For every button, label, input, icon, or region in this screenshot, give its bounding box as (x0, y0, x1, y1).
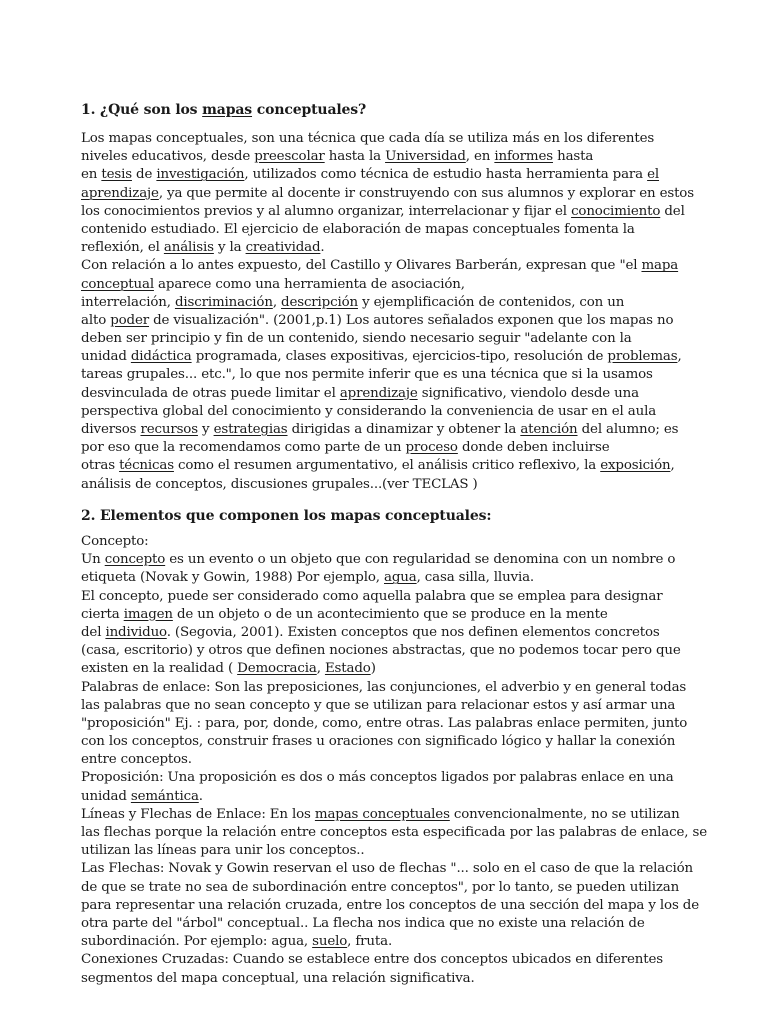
text-segment: , (670, 458, 675, 474)
text-line (81, 660, 681, 678)
link-agua[interactable]: agua (384, 570, 417, 586)
text-line (81, 166, 681, 184)
text-segment: otra parte del "árbol" conceptual.. La flecha nos indica que no existe una relación de (81, 915, 645, 931)
text-line (81, 239, 681, 257)
text-segment: convencionalmente, no se utilizan (449, 806, 680, 822)
text-line (81, 421, 681, 439)
text-segment: en (81, 167, 102, 183)
text-line (81, 385, 681, 403)
text-segment: existen en la realidad ( (81, 661, 238, 677)
link-analisis[interactable]: análisis (163, 240, 214, 256)
text-line (81, 257, 681, 275)
text-segment: las palabras que no sean concepto y que se utilizan para relacionar estos y así armar una (81, 697, 676, 713)
text-segment: las flechas porque la relación entre conceptos esta especificada por las palabras de enlace, se (81, 825, 707, 840)
text-line (81, 276, 681, 294)
text-segment: donde deben incluirse (457, 440, 610, 456)
text-segment: . (Segovia, 2001). Existen conceptos que nos definen elementos concretos (166, 624, 660, 640)
link-suelo[interactable]: suelo (312, 934, 348, 950)
link-concepto[interactable]: concepto (104, 552, 166, 568)
text-line (81, 569, 681, 587)
text-segment: de visualización". (2001,p.1) Los autores señalados exponen que los mapas no (149, 312, 674, 328)
text-segment: Líneas y Flechas de Enlace: En los (81, 806, 315, 822)
text-segment: ) (370, 661, 376, 677)
link-descripcion[interactable]: descripción (281, 294, 358, 310)
text-segment: aparece como una herramienta de asociación, (153, 276, 465, 292)
text-line (81, 403, 681, 421)
text-segment: Las Flechas: Novak y Gowin reservan el uso de flechas "... solo en el caso de que la relación (81, 861, 693, 877)
text-segment: , fruta. (347, 934, 393, 950)
text-line (81, 697, 681, 715)
text-line (81, 457, 681, 475)
text-segment: del (660, 203, 685, 219)
text-line (81, 842, 681, 860)
heading-link-mapas[interactable]: mapas (202, 102, 253, 118)
section-2-body (81, 533, 707, 988)
text-segment: "proposición" Ej. : para, por, donde, como, entre otras. Las palabras enlace permiten, junto (81, 715, 688, 731)
text-line (81, 860, 693, 878)
text-segment: dirigidas a dinamizar y obtener la (287, 422, 521, 437)
text-segment: programada, clases expositivas, ejercicios-tipo, resolución de (191, 349, 608, 365)
link-proceso[interactable]: proceso (405, 440, 458, 456)
text-segment: alto (81, 312, 111, 328)
heading-text: 1. ¿Qué son los (81, 102, 203, 118)
link-aprendizaje[interactable]: aprendizaje (339, 385, 418, 401)
text-segment: desvinculada de otras puede limitar el (81, 385, 340, 401)
text-line (81, 715, 688, 733)
text-segment: los conocimientos previos y al alumno organizar, interrelacionar y fijar el (81, 203, 572, 219)
link-mapa[interactable]: mapa (641, 258, 679, 274)
link-recursos[interactable]: recursos (140, 422, 198, 437)
text-segment: significativo, viendolo desde una (417, 385, 639, 401)
section-1-heading (81, 101, 366, 119)
link-semantica[interactable]: semántica (130, 788, 199, 804)
text-line (81, 294, 681, 312)
text-segment: Los mapas conceptuales, son una técnica que cada día se utiliza más en los diferentes (81, 131, 655, 146)
text-segment: del (81, 624, 106, 640)
link-el[interactable]: el (647, 167, 660, 183)
link-exposicion[interactable]: exposición (600, 458, 671, 474)
text-segment: , (272, 294, 282, 310)
text-segment: deben ser principio y fin de un contenido, siendo necesario seguir "adelante con la (81, 331, 632, 347)
text-segment: y ejemplificación de contenidos, con un (357, 294, 625, 310)
text-line (81, 733, 681, 751)
link-tesis[interactable]: tesis (101, 167, 132, 183)
text-line (81, 366, 681, 384)
text-line (81, 439, 681, 457)
link-estado[interactable]: Estado (324, 661, 371, 677)
text-line (81, 769, 681, 787)
link-conceptual[interactable]: conceptual (81, 276, 154, 292)
text-line (81, 970, 681, 988)
text-segment: cierta (81, 606, 124, 622)
text-line (81, 933, 681, 951)
link-creatividad[interactable]: creatividad (245, 240, 321, 256)
link-investigacion[interactable]: investigación (156, 167, 245, 183)
text-segment: El concepto, puede ser considerado como aquella palabra que se emplea para designar (81, 588, 663, 604)
text-segment: . (198, 788, 203, 804)
text-segment: Concepto: (81, 534, 149, 549)
text-line (81, 312, 681, 330)
text-segment: Proposición: Una proposición es dos o más conceptos ligados por palabras enlace en una (81, 770, 674, 786)
text-segment: tareas grupales... etc.", lo que nos permite inferir que es una técnica que si la usamos (81, 367, 653, 383)
text-segment: , en (465, 149, 495, 165)
text-segment: y (197, 422, 214, 437)
text-segment: utilizan las líneas para unir los conceptos.. (81, 843, 365, 859)
text-segment: del alumno; es (577, 422, 679, 437)
text-line (81, 679, 687, 697)
text-line (81, 588, 681, 606)
text-line (81, 806, 681, 824)
link-discriminacion[interactable]: discriminación (174, 294, 273, 310)
text-line (81, 203, 685, 221)
link-preescolar[interactable]: preescolar (254, 149, 325, 165)
text-segment: interrelación, (81, 294, 175, 310)
text-line (81, 130, 681, 148)
text-segment: , ya que permite al docente ir construyendo con sus alumnos y explorar en estos (158, 185, 694, 201)
text-segment: , casa silla, lluvia. (416, 570, 535, 586)
section-1-body (81, 130, 694, 494)
text-segment: unidad (81, 788, 131, 804)
text-segment: Con relación a lo antes expuesto, del Castillo y Olivares Barberán, expresan que "el (81, 258, 642, 274)
text-line (81, 824, 707, 842)
text-segment: Conexiones Cruzadas: Cuando se establece entre dos conceptos ubicados en diferentes (81, 952, 663, 968)
link-mapas-conceptuales[interactable]: mapas conceptuales (314, 806, 450, 822)
link-didactica[interactable]: didáctica (130, 349, 192, 365)
text-line (81, 788, 681, 806)
text-segment: contenido estudiado. El ejercicio de elaboración de mapas conceptuales fomenta la (81, 221, 635, 237)
text-segment: por eso que la recomendamos como parte de un (81, 440, 406, 456)
text-segment: , (677, 349, 682, 365)
text-line (81, 879, 681, 897)
text-segment: es un evento o un objeto que con regularidad se denomina con un nombre o (165, 552, 676, 568)
text-segment: etiqueta (Novak y Gowin, 1988) Por ejemplo, (81, 570, 384, 586)
text-segment: segmentos del mapa conceptual, una relación significativa. (81, 970, 475, 986)
text-line (81, 330, 681, 348)
text-segment: perspectiva global del conocimiento y considerando la conveniencia de usar en el aula (81, 403, 657, 419)
text-line (81, 476, 681, 494)
text-segment: para representar una relación cruzada, entre los conceptos de una sección del mapa y los de (81, 897, 699, 913)
text-segment: y la (213, 240, 246, 256)
text-line (81, 642, 681, 660)
text-segment: diversos (81, 422, 141, 437)
link-conocimiento[interactable]: conocimiento (571, 203, 661, 219)
link-universidad[interactable]: Universidad (385, 149, 466, 165)
section-2-heading: 2. Elementos que componen los mapas conceptuales: (81, 508, 492, 524)
text-segment: , utilizados como técnica de estudio hasta herramienta para (244, 167, 648, 183)
link-aprendizaje[interactable]: aprendizaje (81, 185, 159, 201)
text-segment: unidad (81, 349, 131, 365)
heading-text: conceptuales? (252, 102, 367, 118)
text-segment: de que se trate no sea de subordinación entre conceptos", por lo tanto, se pueden utilizan (81, 879, 680, 895)
text-line (81, 624, 681, 642)
text-line (81, 551, 681, 569)
text-line (81, 951, 681, 969)
text-segment: hasta la (324, 149, 386, 165)
text-line (81, 533, 681, 551)
text-line (81, 348, 681, 366)
text-segment: otras (81, 458, 120, 474)
text-line (81, 148, 681, 166)
link-estrategias[interactable]: estrategias (213, 422, 288, 437)
text-line (81, 751, 681, 769)
text-line (81, 185, 694, 203)
text-segment: como el resumen argumentativo, el análisis critico reflexivo, la (173, 458, 601, 474)
link-poder[interactable]: poder (110, 312, 149, 328)
text-line (81, 606, 681, 624)
text-segment: con los conceptos, construir frases u oraciones con significado lógico y hallar la conexión (81, 734, 676, 750)
link-problemas[interactable]: problemas (607, 349, 678, 365)
text-line (81, 897, 699, 915)
link-imagen[interactable]: imagen (123, 606, 173, 622)
text-segment: hasta (552, 149, 594, 165)
text-segment: reflexión, el (81, 240, 164, 256)
text-segment: análisis de conceptos, discusiones grupales...(ver TECLAS ) (81, 476, 478, 492)
text-line (81, 221, 681, 239)
link-individuo[interactable]: individuo (105, 624, 167, 640)
text-segment: de un objeto o de un acontecimiento que se produce en la mente (172, 606, 608, 622)
text-segment: , (316, 661, 325, 677)
text-segment: niveles educativos, desde (81, 149, 255, 165)
text-segment: entre conceptos. (81, 752, 192, 768)
link-tecnicas[interactable]: técnicas (119, 458, 174, 474)
text-segment: Un (81, 552, 105, 568)
link-informes[interactable]: informes (494, 149, 553, 165)
link-atencion[interactable]: atención (520, 422, 578, 437)
text-segment: de (131, 167, 157, 183)
link-democracia[interactable]: Democracia (237, 661, 317, 677)
text-segment: subordinación. Por ejemplo: agua, (81, 934, 313, 950)
text-segment: (casa, escritorio) y otros que definen nociones abstractas, que no podemos tocar pero que (81, 643, 681, 659)
text-line (81, 915, 681, 933)
text-segment: Palabras de enlace: Son las preposiciones, las conjunciones, el adverbio y en general todas (81, 679, 687, 695)
text-segment: . (320, 240, 325, 256)
